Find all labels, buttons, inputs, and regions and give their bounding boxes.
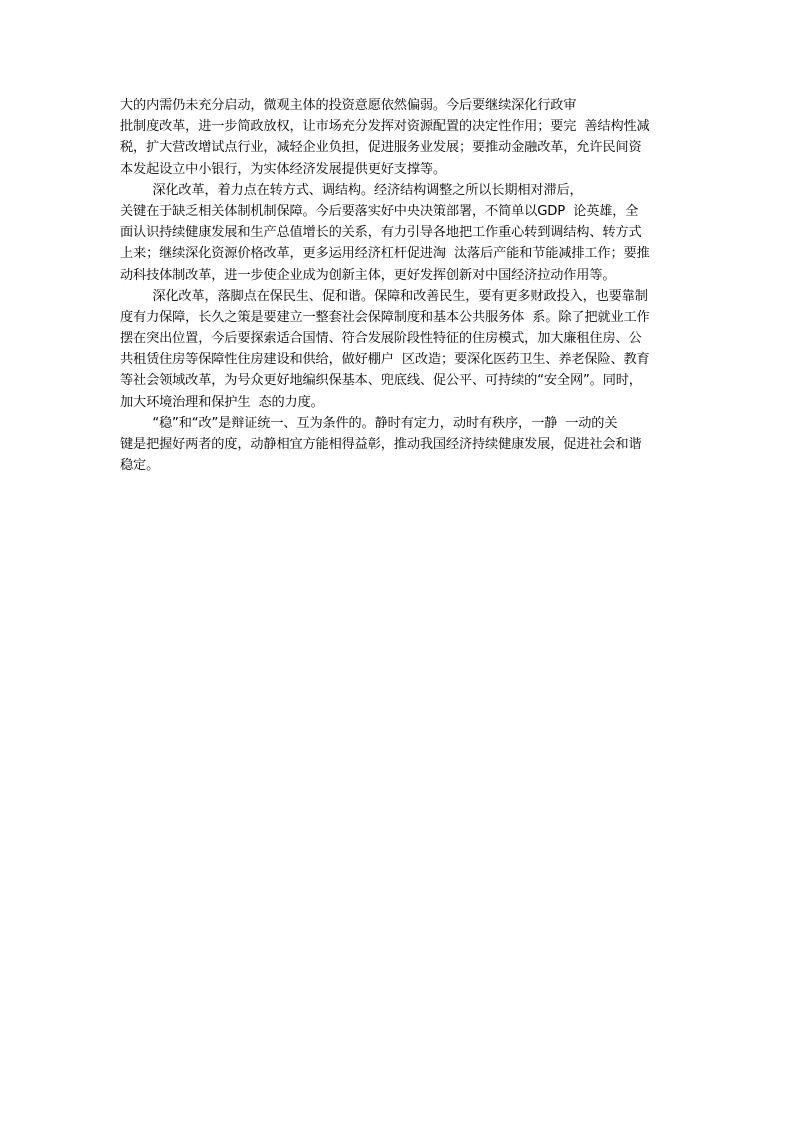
body-text [120, 95, 690, 476]
text-line: 本发起设立中小银行，为实体经济发展提供更好支撑等。 [120, 161, 446, 177]
text-line: 深化改革，落脚点在保民生、促和谐。保障和改善民生，要有更多财政投入，也要靠制 [120, 288, 648, 304]
text-line: 共租赁住房等保障性住房建设和供给，做好棚户 区改造；要深化医药卫生、养老保险、教育 [120, 352, 650, 368]
text-line: 动科技体制改革，进一步使企业成为创新主体，更好发挥创新对中国经济拉动作用等。 [120, 267, 616, 283]
text-line: 度有力保障，长久之策是要建立一整套社会保障制度和基本公共服务体 系。除了把就业工作 [120, 309, 650, 325]
text-line: 稳定。 [120, 458, 160, 474]
text-line: 大的内需仍未充分启动，微观主体的投资意愿依然偏弱。今后要继续深化行政审 [120, 98, 577, 113]
text-line: 上来；继续深化资源价格改革，更多运用经济杠杆促进淘 汰落后产能和节能减排工作；要推 [120, 246, 650, 262]
text-line: 键是把握好两者的度，动静相宜方能相得益彰，推动我国经济持续健康发展，促进社会和谐 [120, 437, 642, 452]
text-line: 批制度改革，进一步简政放权，让市场充分发挥对资源配置的决定性作用；要完 善结构性减 [120, 119, 650, 135]
text-line: 等社会领域改革，为号众更好地编织保基本、兜底线、促公平、可持续的“安全网”。同时， [120, 373, 642, 389]
text-line: 加大环境治理和保护生 态的力度。 [120, 394, 324, 410]
text-line: 关键在于缺乏相关体制机制保障。今后要落实好中央决策部署，不简单以GDP 论英雄，全 [120, 203, 639, 219]
text-line: “稳”和“改”是辩证统一、互为条件的。静时有定力，动时有秩序，一静 一动的关 [120, 415, 618, 431]
text-line: 面认识持续健康发展和生产总值增长的关系，有力引导各地把工作重心转到调结构、转方式 [120, 225, 642, 241]
text-line: 深化改革，着力点在转方式、调结构。经济结构调整之所以长期相对滞后， [120, 182, 583, 198]
text-line: 税，扩大营改增试点行业，减轻企业负担，促进服务业发展；要推动金融改革，允许民间资 [120, 140, 642, 156]
text-line: 摆在突出位置，今后要探索适合国情、符合发展阶段性特征的住房模式，加大廉租住房、公 [120, 331, 642, 347]
